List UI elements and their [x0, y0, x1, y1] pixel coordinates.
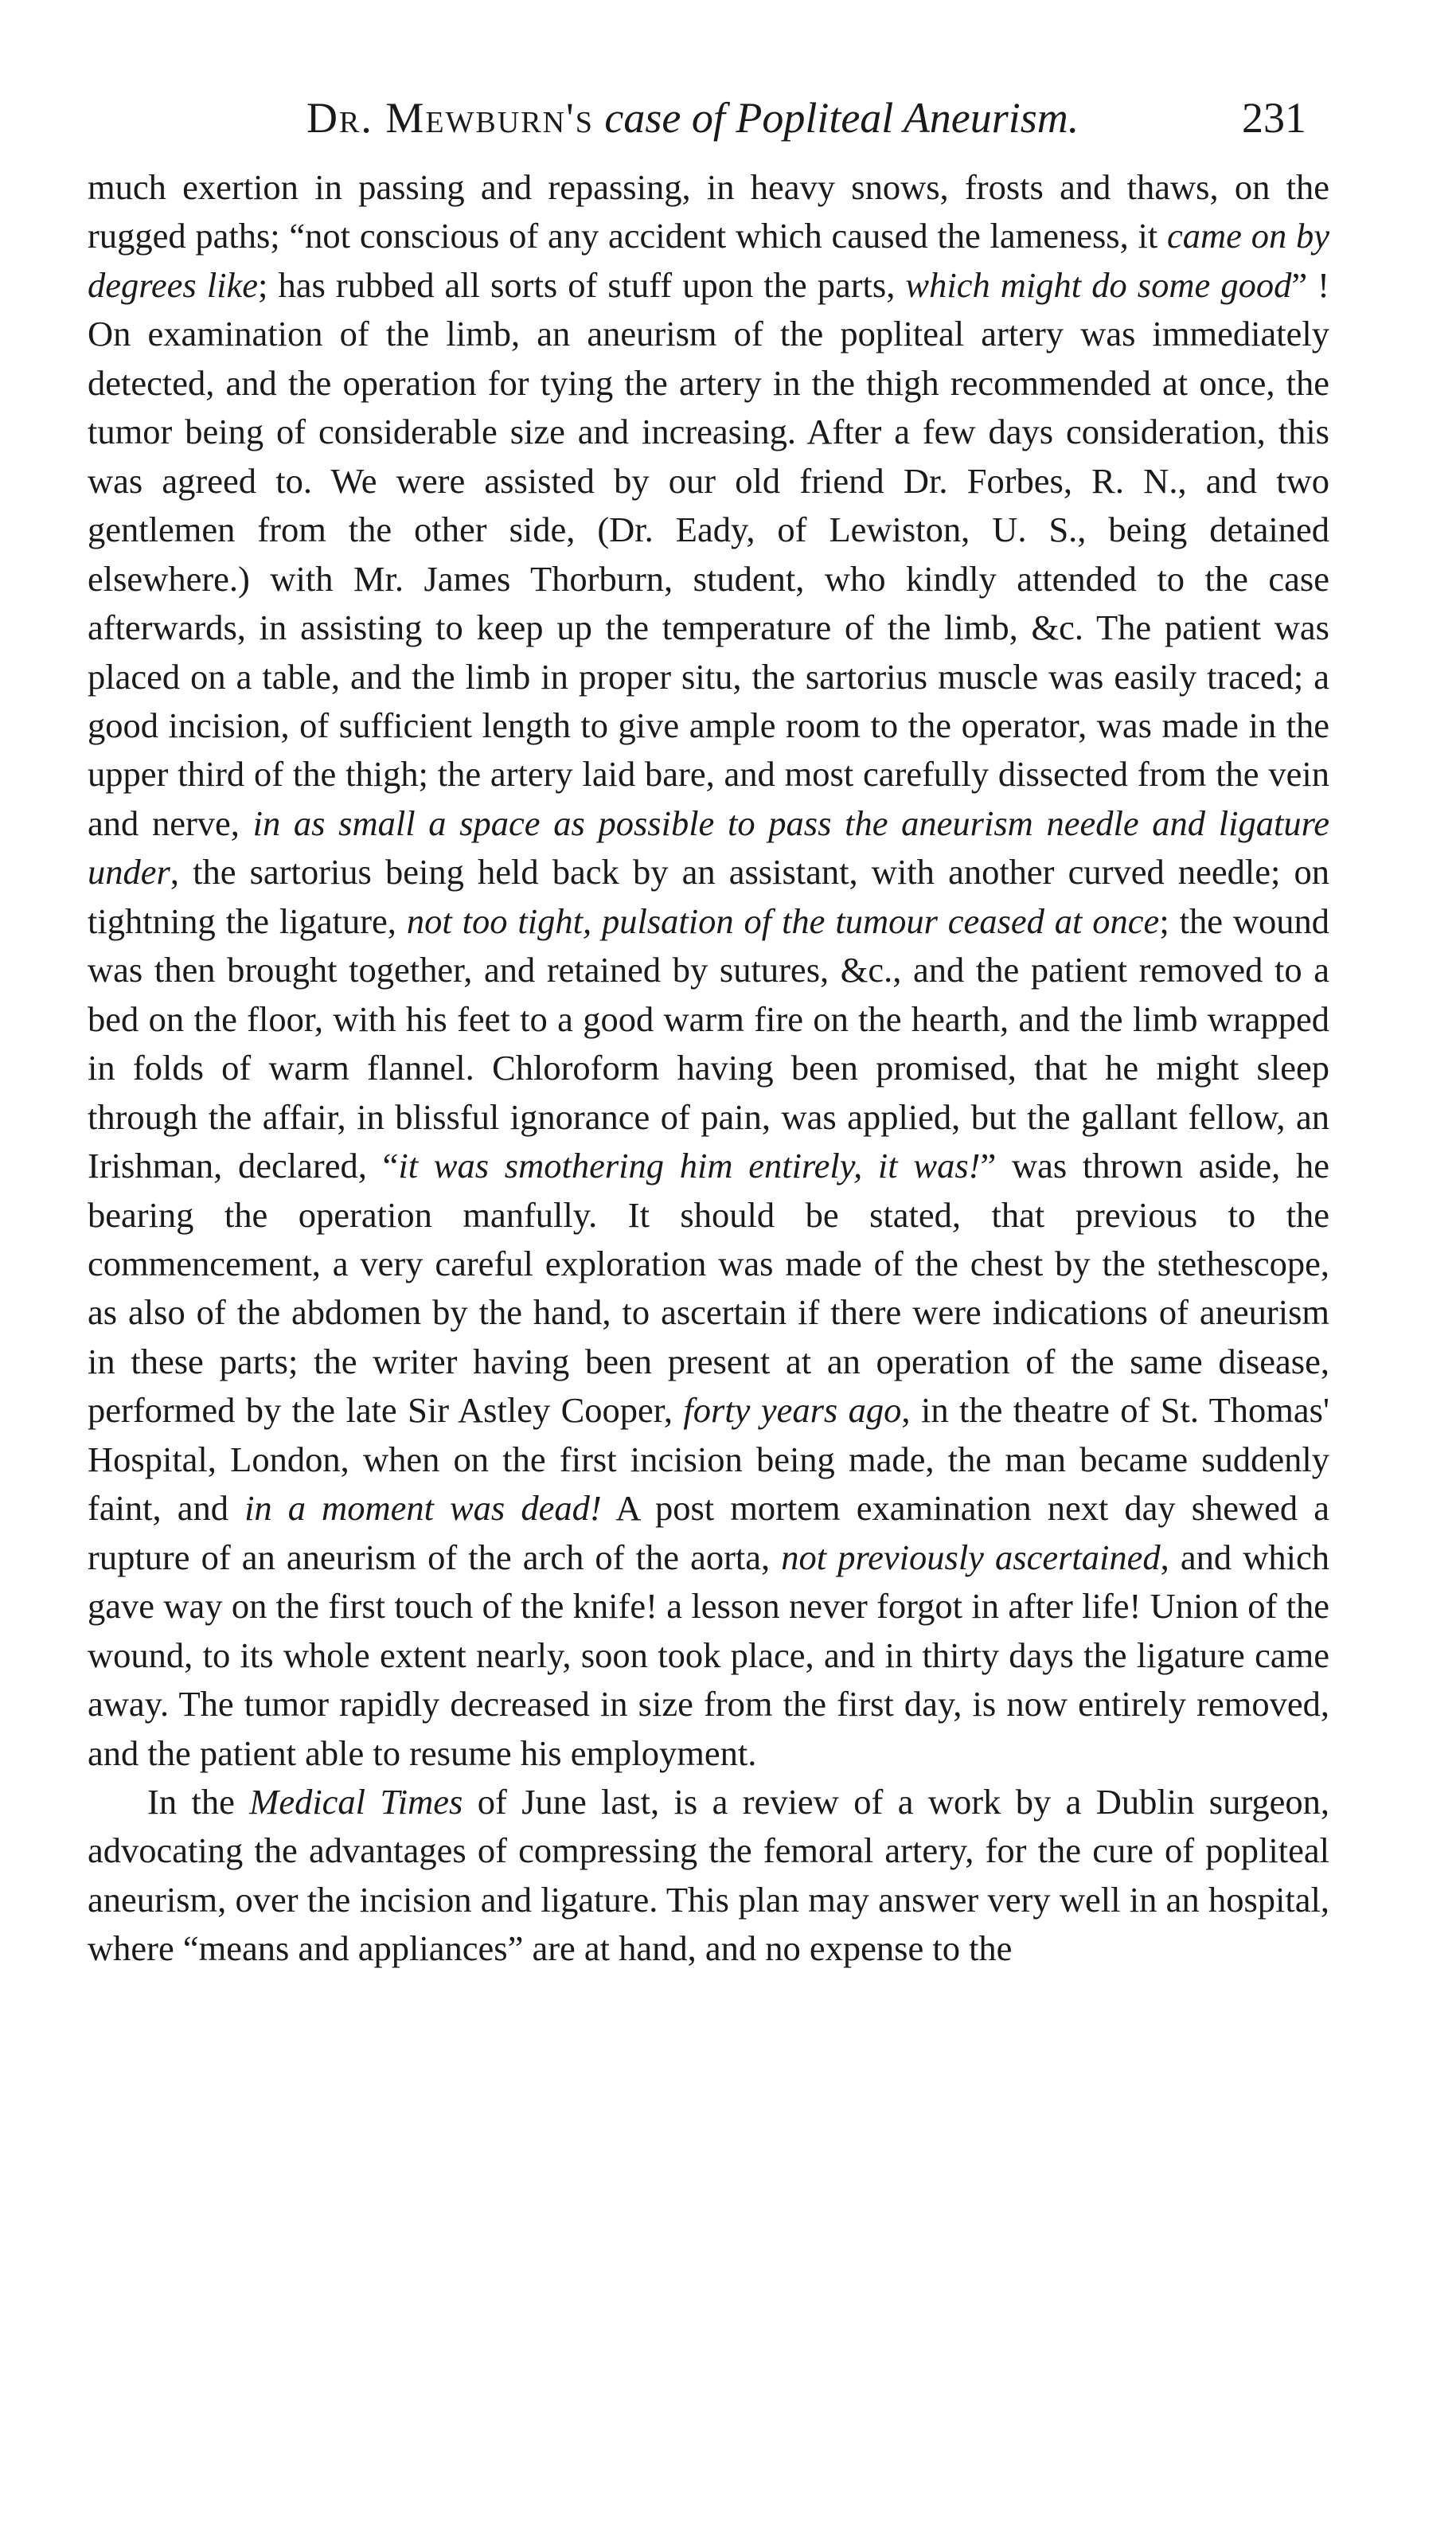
text-run: , and which gave way on the first touch of the knife! a lesson never forgot in after life! Union of the wound, to its whole extent nearly, soon took place, and in thirty days the ligature came away. The tumor rapidly decreased in size from the first day, is now entirely removed, and the patient able to resume his employment.	[88, 1537, 1329, 1773]
text-run: , the sartorius being held back by an assistant, with another curved needle; on tightning the ligature,	[88, 852, 1329, 941]
italic-text: in a moment was dead!	[244, 1488, 602, 1529]
italic-text: Medical Times	[249, 1781, 463, 1822]
header-title: case of Popliteal Aneurism.	[604, 94, 1079, 142]
italic-text: it was smothering him entirely, it was!	[398, 1146, 981, 1186]
italic-text: in as small a space as possible to pass the aneurism needle and ligature under	[88, 803, 1329, 893]
italic-text: forty years ago	[683, 1390, 902, 1431]
text-run: ” ! On examination of the limb, an aneurism of the popliteal artery was immediately detected, and the operation for tying the artery in the thigh recommended at once, the tumor being of considerable size and increasing. After a few days consideration, this was agreed to. We were assisted by our old friend Dr. Forbes, R. N., and two gentlemen from the other side, (Dr. Eady, of Lewiston, U. S., being detained elsewhere.) with Mr. James Thorburn, student, who kindly attended to the case afterwards, in assisting to keep up the temperature of the limb, &c. The patient was placed on a table, and the limb in proper situ, the sartorius muscle was easily traced; a good incision, of sufficient length to give ample room to the operator, was made in the upper third of the thigh; the artery laid bare, and most carefully dissected from the vein and nerve,	[88, 264, 1329, 843]
italic-text: which might do some good	[905, 264, 1292, 305]
header-author: Dr. Mewburn's	[306, 94, 594, 142]
italic-text: not previously ascertained	[781, 1537, 1161, 1577]
text-run: A post mortem examination next day shewed a rupture of an aneurism of the arch of the aorta,	[88, 1488, 1329, 1577]
text-run: of June last, is a review of a work by a Dublin surgeon, advocating the advantages of compressing the femoral artery, for the cure of popliteal aneurism, over the incision and ligature. This plan may answer very well in an hospital, where “means and appliances” are at hand, and no expense to the	[88, 1781, 1329, 1969]
text-run: ; the wound was then brought together, and retained by sutures, &c., and the patient removed to a bed on the floor, with his feet to a good warm fire on the hearth, and the limb wrapped in folds of warm flannel. Chloroform having been promised, that he might sleep through the affair, in blissful ignorance of pain, was applied, but the gallant fellow, an Irishman, declared, “	[88, 900, 1329, 1186]
text-run: ; has rubbed all sorts of stuff upon the parts,	[258, 264, 906, 305]
text-run: In the	[147, 1781, 250, 1822]
running-header	[306, 86, 1341, 150]
italic-text: came on by degrees like	[88, 216, 1329, 305]
text-run: , in the theatre of St. Thomas' Hospital, London, when on the first incision being made, the man became suddenly faint, and	[88, 1390, 1329, 1529]
page-number: 231	[1242, 94, 1306, 142]
italic-text: not too tight, pulsation of the tumour ceased at once	[406, 900, 1160, 941]
text-run: much exertion in passing and repassing, in heavy snows, frosts and thaws, on the rugged paths; “not conscious of any accident which caused the lameness, it	[88, 167, 1329, 256]
text-run: ” was thrown aside, he bearing the operation manfully. It should be stated, that previous to the commencement, a very careful exploration was made of the chest by the stethescope, as also of the abdomen by the hand, to ascertain if there were indications of aneurism in these parts; the writer having been present at an operation of the same disease, performed by the late Sir Astley Cooper,	[88, 1146, 1329, 1431]
paragraph-2	[88, 1778, 1329, 1974]
paragraph-1	[88, 163, 1329, 1778]
body-text	[88, 163, 1329, 1974]
